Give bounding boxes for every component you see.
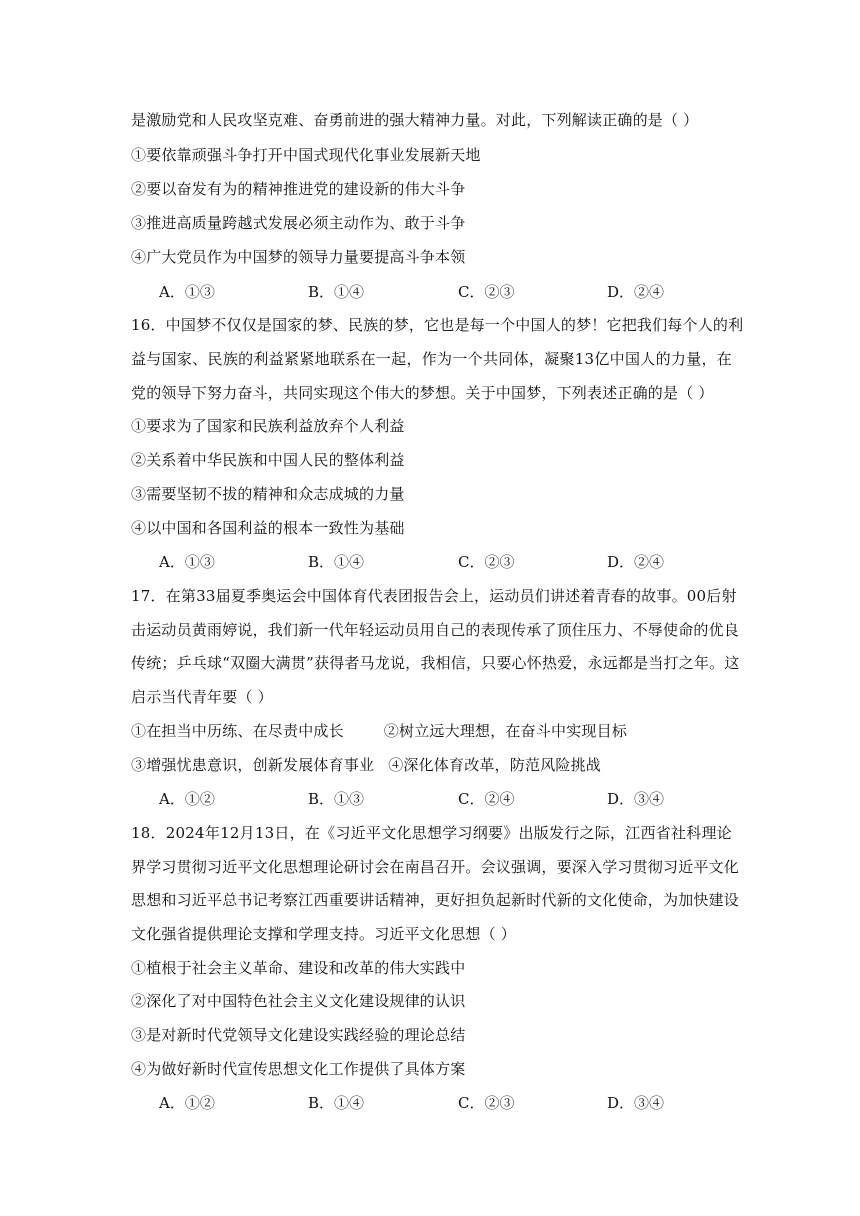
q18-stem-line-1: 18．2024年12月13日，在《习近平文化思想学习纲要》出版发行之际，江西省社科理论 [131, 824, 732, 842]
q16-item-3: ③需要坚韧不拔的精神和众志成城的力量 [131, 485, 405, 503]
q18-stem-line-3: 思想和习近平总书记考察江西重要讲话精神，更好担负起新时代新的文化使命，为加快建设 [131, 891, 740, 909]
q15-item-4: ④广大党员作为中国梦的领导力量要提高斗争本领 [131, 248, 466, 266]
q17-option-a: A．①② [159, 790, 215, 808]
q15-stem-tail: 是激励党和人民攻坚克难、奋勇前进的强大精神力量。对此，下列解读正确的是（ ） [131, 111, 699, 129]
q18-option-a: A．①② [159, 1094, 215, 1112]
q16-stem-line-2: 益与国家、民族的利益紧紧地联系在一起，作为一个共同体，凝聚13亿中国人的力量，在 [131, 350, 732, 368]
q16-option-d: D．②④ [607, 553, 665, 571]
q15-item-1: ①要依靠顽强斗争打开中国式现代化事业发展新天地 [131, 146, 481, 164]
q17-stem-line-1: 17．在第33届夏季奥运会中国体育代表团报告会上，运动员们讲述着青春的故事。00后射 [131, 587, 737, 605]
q15-option-d: D．②④ [607, 283, 665, 301]
q17-option-b: B．①③ [308, 790, 365, 808]
q16-stem-line-1: 16．中国梦不仅仅是国家的梦、民族的梦，它也是每一个中国人的梦！它把我们每个人的利 [131, 316, 744, 334]
q15-option-c: C．②③ [458, 283, 515, 301]
q16-option-a: A．①③ [159, 553, 215, 571]
q18-option-d: D．③④ [607, 1094, 665, 1112]
q17-item-2: ②树立远大理想，在奋斗中实现目标 [383, 722, 628, 740]
q17-option-c: C．②④ [458, 790, 515, 808]
q16-item-1: ①要求为了国家和民族利益放弃个人利益 [131, 417, 405, 435]
q18-option-b: B．①④ [308, 1094, 365, 1112]
q17-stem-line-4: 启示当代青年要（ ） [131, 688, 273, 706]
q15-item-2: ②要以奋发有为的精神推进党的建设新的伟大斗争 [131, 180, 466, 198]
q16-option-c: C．②③ [458, 553, 515, 571]
q17-stem-line-2: 击运动员黄雨婷说，我们新一代年轻运动员用自己的表现传承了顶住压力、不辱使命的优良 [131, 621, 740, 639]
q16-item-2: ②关系着中华民族和中国人民的整体利益 [131, 451, 405, 469]
q15-option-a: A．①③ [159, 283, 215, 301]
q17-item-1: ①在担当中历练、在尽责中成长 [131, 722, 344, 740]
q17-option-d: D．③④ [607, 790, 665, 808]
q15-item-3: ③推进高质量跨越式发展必须主动作为、敢于斗争 [131, 214, 466, 232]
q17-stem-line-3: 传统；乒乓球“双圈大满贯”获得者马龙说，我相信，只要心怀热爱，永远都是当打之年。这 [131, 654, 740, 672]
q16-item-4: ④以中国和各国利益的根本一致性为基础 [131, 519, 405, 537]
q16-stem-line-3: 党的领导下努力奋斗，共同实现这个伟大的梦想。关于中国梦，下列表述正确的是（ ） [131, 384, 714, 402]
q18-item-3: ③是对新时代党领导文化建设实践经验的理论总结 [131, 1026, 466, 1044]
q18-item-4: ④为做好新时代宣传思想文化工作提供了具体方案 [131, 1060, 466, 1078]
q17-item-3: ③增强忧患意识，创新发展体育事业 [131, 756, 375, 774]
q18-item-2: ②深化了对中国特色社会主义文化建设规律的认识 [131, 992, 466, 1010]
q15-option-b: B．①④ [308, 283, 365, 301]
q17-items-row-2 [131, 755, 732, 775]
q16-option-b: B．①④ [308, 553, 365, 571]
q18-option-c: C．②③ [458, 1094, 515, 1112]
q17-items-row-1 [131, 721, 732, 741]
q18-item-1: ①植根于社会主义革命、建设和改革的伟大实践中 [131, 959, 466, 977]
q18-stem-line-4: 文化强省提供理论支撑和学理支持。习近平文化思想（ ） [131, 925, 516, 943]
q17-item-4: ④深化体育改革，防范风险挑战 [388, 756, 602, 774]
q18-stem-line-2: 界学习贯彻习近平文化思想理论研讨会在南昌召开。会议强调，要深入学习贯彻习近平文化 [131, 858, 740, 876]
